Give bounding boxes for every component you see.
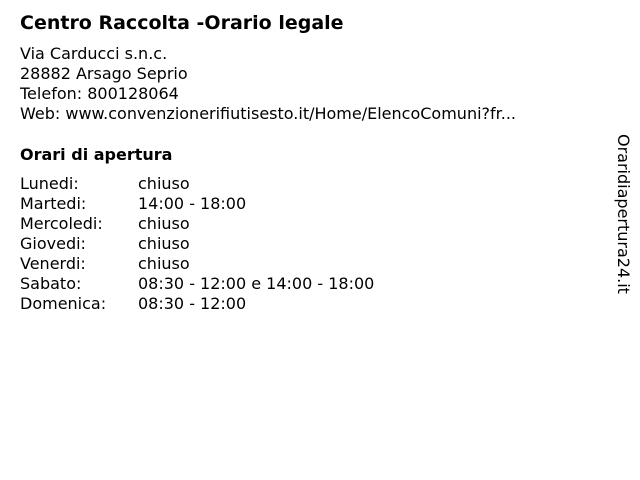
opening-hours-title: Orari di apertura: [20, 145, 173, 164]
day-label: Sabato:: [20, 274, 82, 293]
page-title: Centro Raccolta -Orario legale: [20, 12, 344, 34]
address-phone: Telefon: 800128064: [20, 84, 179, 103]
hours-row-domenica: [20, 294, 374, 314]
day-label: Giovedi:: [20, 234, 86, 253]
day-hours: 08:30 - 12:00: [138, 294, 247, 313]
day-label: Lunedi:: [20, 174, 79, 193]
day-hours: chiuso: [138, 254, 190, 273]
hours-row-mercoledi: [20, 214, 374, 234]
address-web: Web: www.convenzionerifiutisesto.it/Home/ElencoComuni?fr...: [20, 104, 517, 123]
address-street: Via Carducci s.n.c.: [20, 44, 168, 63]
day-hours: chiuso: [138, 234, 190, 253]
hours-row-martedi: [20, 194, 374, 214]
day-hours: chiuso: [138, 214, 190, 233]
day-label: Martedi:: [20, 194, 87, 213]
hours-row-lunedi: [20, 174, 374, 194]
day-label: Mercoledi:: [20, 214, 103, 233]
day-label: Venerdi:: [20, 254, 86, 273]
opening-hours-table: [20, 174, 374, 314]
day-label: Domenica:: [20, 294, 107, 313]
hours-row-venerdi: [20, 254, 374, 274]
day-hours: 08:30 - 12:00 e 14:00 - 18:00: [138, 274, 375, 293]
hours-row-giovedi: [20, 234, 374, 254]
address-city: 28882 Arsago Seprio: [20, 64, 188, 83]
hours-row-sabato: [20, 274, 374, 294]
address-block: [20, 44, 516, 124]
day-hours: 14:00 - 18:00: [138, 194, 247, 213]
site-brand-text: Oraridiapertura24.it: [614, 134, 633, 294]
site-brand-vertical: [612, 134, 634, 310]
day-hours: chiuso: [138, 174, 190, 193]
